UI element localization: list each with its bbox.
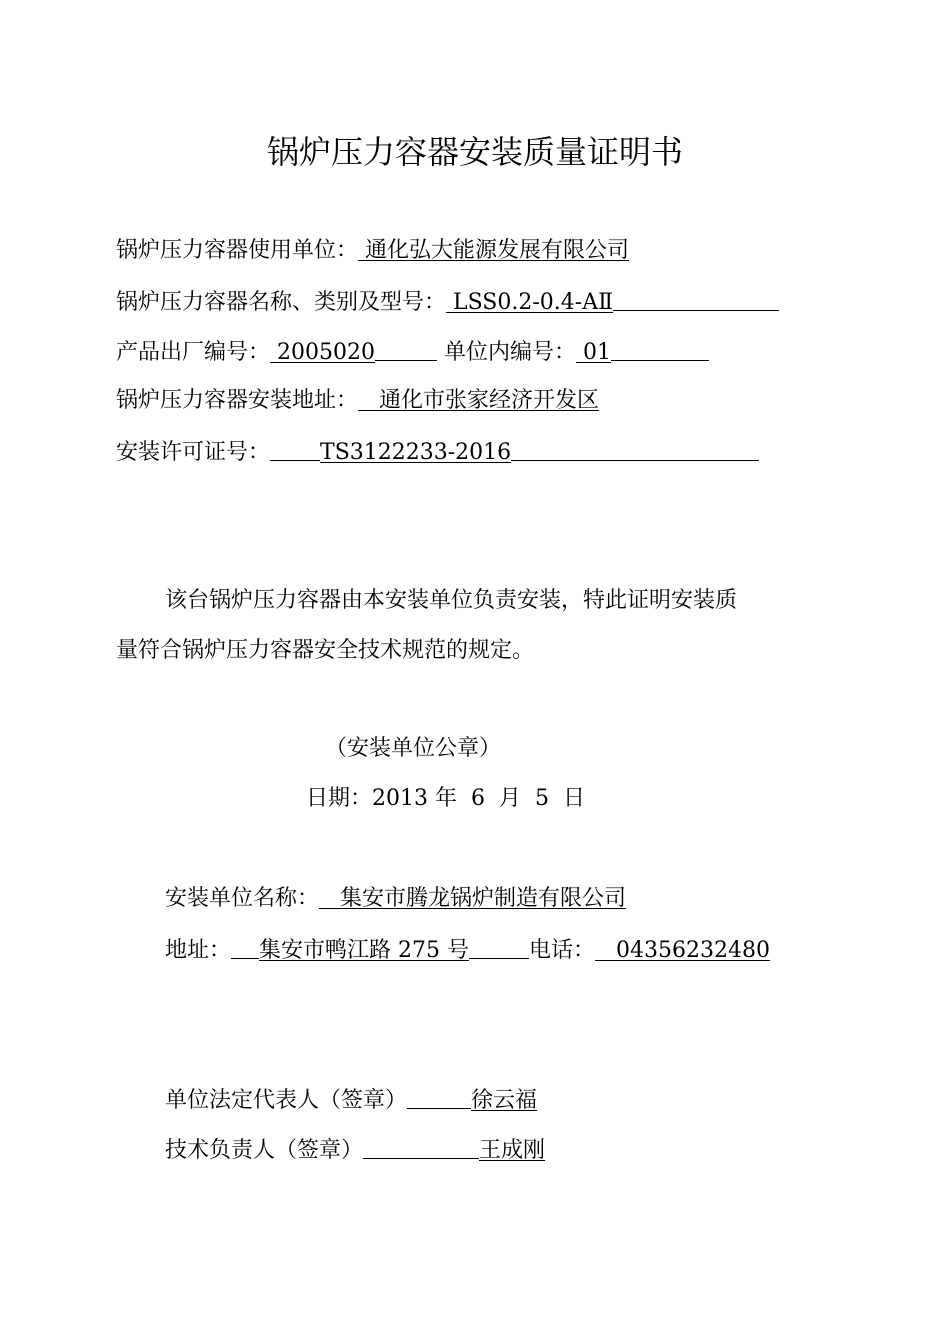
model-label: 锅炉压力容器名称、类别及型号： xyxy=(116,290,447,315)
date-day: 5 xyxy=(535,786,550,811)
date-year-unit: 年 xyxy=(435,786,458,811)
statement-line-1: 该台锅炉压力容器由本安装单位负责安装，特此证明安装质 xyxy=(165,588,738,613)
legal-rep-value: 徐云福 xyxy=(471,1088,538,1113)
license-value: TS3122233-2016 xyxy=(320,440,512,465)
date-year: 2013 xyxy=(372,786,429,811)
install-address-label: 锅炉压力容器安装地址： xyxy=(116,388,359,413)
license-label: 安装许可证号： xyxy=(116,440,271,465)
installer-contact-row xyxy=(165,934,770,966)
seal-text: （安装单位公章） xyxy=(325,736,502,761)
tech-lead-value: 王成刚 xyxy=(479,1138,546,1163)
date-label: 日期： xyxy=(306,786,373,811)
date-row xyxy=(306,784,585,814)
tech-lead-label: 技术负责人（签章） xyxy=(165,1138,364,1163)
address-row xyxy=(116,386,599,416)
date-month: 6 xyxy=(471,786,486,811)
installer-name-row xyxy=(165,884,626,914)
legal-rep-row xyxy=(165,1084,537,1116)
tech-lead-row xyxy=(165,1134,545,1166)
date-month-unit: 月 xyxy=(499,786,522,811)
installer-name-value: 集安市腾龙锅炉制造有限公司 xyxy=(340,886,627,911)
installer-name-label: 安装单位名称： xyxy=(165,886,320,911)
user-unit-label: 锅炉压力容器使用单位： xyxy=(116,238,359,263)
install-address-value: 通化市张家经济开发区 xyxy=(379,388,600,413)
model-value: LSS0.2-0.4-AⅡ xyxy=(453,290,614,315)
model-row xyxy=(116,286,779,318)
document-title: 锅炉压力容器安装质量证明书 xyxy=(266,133,683,171)
installer-phone-value: 04356232480 xyxy=(616,938,770,963)
user-unit-row xyxy=(116,236,629,266)
statement-line-2: 量符合锅炉压力容器安全技术规范的规定。 xyxy=(116,638,535,663)
internal-number-value: 01 xyxy=(583,340,612,365)
installer-address-label: 地址： xyxy=(165,938,232,963)
user-unit-value: 通化弘大能源发展有限公司 xyxy=(365,238,630,263)
date-day-unit: 日 xyxy=(563,786,586,811)
serial-label: 产品出厂编号： xyxy=(116,340,271,365)
installer-phone-label: 电话： xyxy=(529,938,596,963)
legal-rep-label: 单位法定代表人（签章） xyxy=(165,1088,408,1113)
license-row xyxy=(116,436,759,468)
installer-address-value: 集安市鸭江路 275 号 xyxy=(259,938,469,963)
serial-row xyxy=(116,336,709,368)
serial-value: 2005020 xyxy=(277,340,375,365)
internal-number-label: 单位内编号： xyxy=(444,340,577,365)
